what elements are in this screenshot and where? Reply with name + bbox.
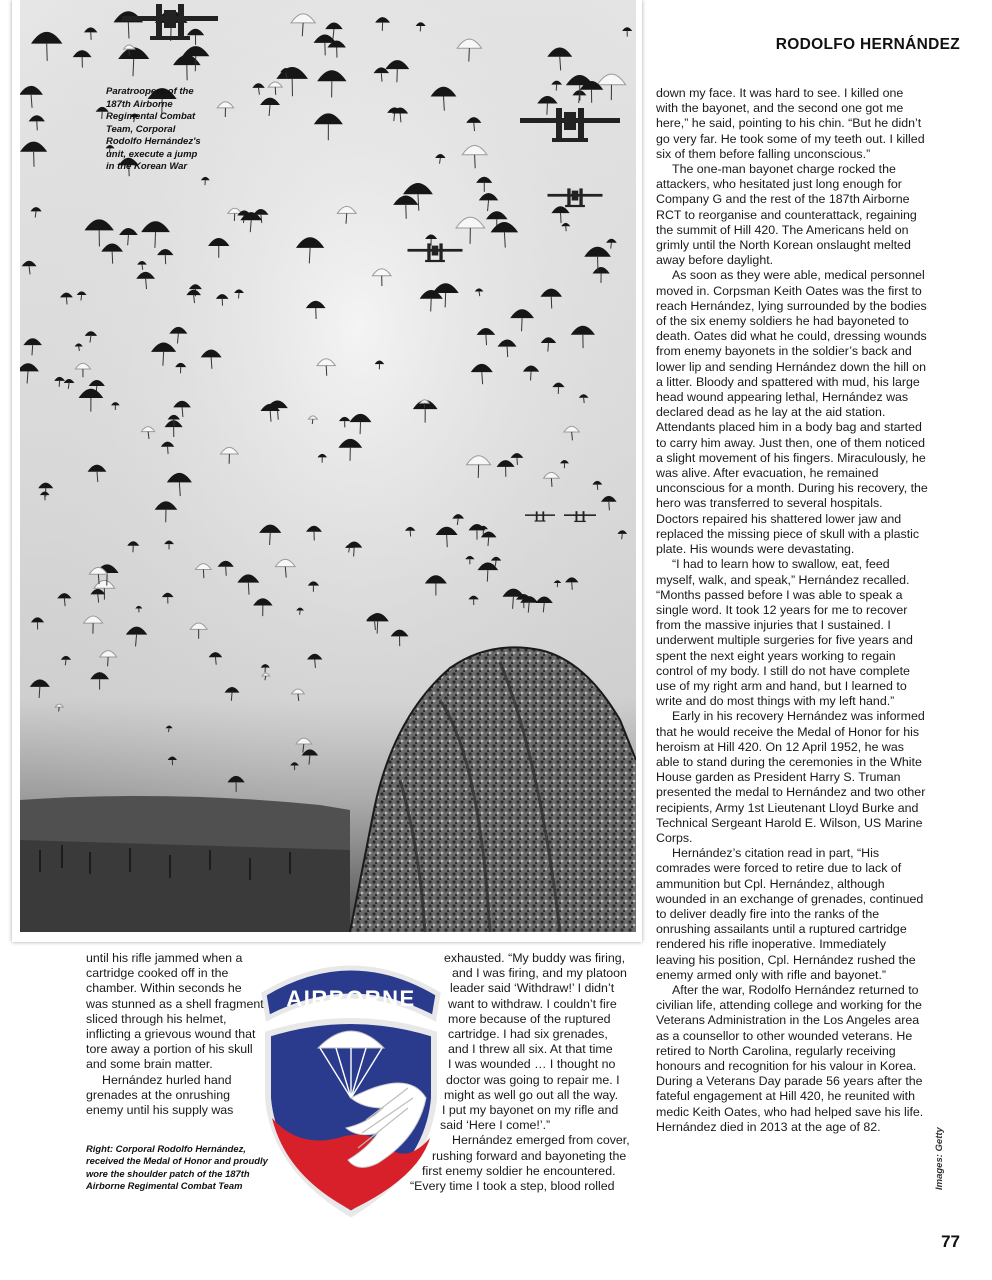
article-column-right — [656, 86, 928, 1135]
paratrooper-figure — [487, 570, 488, 581]
paratrooper-figure — [155, 232, 156, 248]
text-line: rushing forward and bayoneting the — [432, 1148, 627, 1163]
paratrooper-figure — [312, 419, 313, 424]
text-line: might as well go out all the way. — [444, 1087, 619, 1102]
paratrooper-figure — [486, 335, 487, 345]
photo-caption: Paratroopers of the 187th Airborne Regimental Combat Team, Corporal Rodolfo Hernández's unit, execute a jump in the Korean War — [106, 86, 201, 172]
running-head: RODOLFO HERNÁNDEZ — [775, 36, 960, 53]
paragraph: As soon as they were able, medical personnel moved in. Corpsman Keith Oates was the first to reach Hernández, lying surrounded by the bodies of the six enemy soldiers he had bayoneted to death. Oates did what he could, dressing wounds from enemy bayonets in the soldier’s back and lower lip and sending Hernández down the hill on a litter. Bloody and spattered with mud, his large head wound appearing lethal, Hernández was declared dead as he lay at the aid station. Attendants placed him in a body bag and started to carry him away. Just then, one of them noticed a slight movement of his fingers. Miraculously, he was alive. After evacuation, he remained unconscious for a month. During his recovery, the hero was transferred to several hospitals. Doctors repaired his shattered lower jaw and replaced the missing piece of skull with a plastic plate. His wounds were devastating. — [656, 268, 928, 557]
text-line: leader said ‘Withdraw!’ I didn’t — [450, 981, 615, 996]
paratrooper-figure — [238, 293, 239, 298]
paratrooper-figure — [195, 56, 196, 71]
paragraph: Hernández’s citation read in part, “His comrades were forced to retire due to lack of ammunition but Cpl. Hernández, although wounded in an exchange of grenades, continued to deliver deadly fire into the ranks of the onrushing assailants until a ruptured cartridge rendered his rifle inoperative. Immediately leaving his position, Cpl. Hernández rushed the enemy armed only with rifle and bayonet.” — [656, 846, 924, 982]
text-line: said ‘Here I come!’.” — [440, 1118, 551, 1133]
paratrooper-figure — [551, 297, 552, 309]
text-line: Hernández emerged from cover, — [452, 1133, 630, 1148]
paratrooper-photo — [20, 0, 636, 932]
paratrooper-figure — [622, 534, 623, 539]
patch-caption — [86, 1143, 282, 1192]
paratrooper-figure — [168, 728, 169, 732]
paratrooper-figure — [349, 548, 350, 553]
text-line: “Every time I took a step, blood rolled — [410, 1179, 615, 1194]
text-line: doctor was going to repair me. I — [446, 1072, 620, 1087]
image-credit: Images: Getty — [934, 1127, 945, 1190]
paratrooper-figure — [547, 104, 548, 115]
paratrooper-figure — [447, 535, 448, 547]
paragraph: Early in his recovery Hernández was informed that he would receive the Medal of Honor for his heroism at Hill 420. On 12 April 1952, he was able to stand during the ceremonies in the White House garden as President Harry S. Truman presented the medal to Hernández and two other recipients, Army 1st Lieutenant Lloyd Burke and Technical Sergeant Harold E. Wilson, US Marine Corps. — [656, 709, 926, 845]
text-line: more because of the ruptured — [448, 1011, 611, 1026]
paratrooper-figure — [507, 347, 508, 357]
paratrooper-figure — [474, 123, 475, 131]
paratrooper-figure — [517, 458, 518, 465]
paratrooper-figure — [548, 343, 549, 351]
article-column-middle — [410, 951, 630, 1194]
paratrooper-figure — [128, 22, 129, 38]
text-line: exhausted. “My buddy was firing, — [444, 951, 626, 965]
text-line: and I was firing, and my platoon — [452, 966, 627, 981]
paragraph: Hernández hurled hand grenades at the onrushing enemy until his supply was — [86, 1072, 234, 1118]
paratrooper-figure — [81, 295, 82, 300]
article-column-left — [86, 951, 264, 1118]
text-line: I was wounded … I thought no — [448, 1057, 616, 1072]
paratrooper-figure — [47, 44, 48, 61]
paratrooper-figure — [469, 48, 470, 61]
paratrooper-figure — [168, 447, 169, 454]
paratrooper-figure — [65, 660, 66, 666]
paratrooper-figure — [231, 693, 232, 701]
text-line: first enemy soldier he encountered. — [422, 1163, 616, 1178]
paratrooper-figure — [66, 297, 67, 304]
paragraph: After the war, Rodolfo Hernández returned to civilian life, attending college and working for the Veterans Administration in the Los Angeles area as a counsellor to other wounded veterans. He retired to North Carolina, regularly receiving honours and recognition for his valour in Korea. During a Veterans Day parade 56 years after the fateful engagement at Hill 420, he reunited with medic Keith Oates, who had helped save his life. Hernández died in 2013 at the age of 82. — [656, 982, 924, 1134]
paratrooper-figure — [270, 533, 271, 545]
patch-caption-text: Corporal Rodolfo Hernández, received the Medal of Honor and proudly wore the shoulder patch of the 187th Airborne Regimental Combat Team — [86, 1143, 268, 1191]
paratrooper-figure — [475, 155, 476, 169]
patch-caption-lead: Right: — [86, 1143, 114, 1154]
paratrooper-figure — [561, 213, 562, 223]
paratrooper-figure — [91, 32, 92, 39]
paragraph: The one-man bayonet charge rocked the attackers, who hesitated just long enough for Company G and the rest of the 187th Airborne RCT to reorganise and counterattack, regaining the summit of Hill 420. The Americans held on grimly until the North Korean onslaught melted away before daylight. — [656, 162, 917, 268]
paratrooper-figure — [522, 318, 523, 331]
page-number: 77 — [941, 1232, 960, 1251]
paratrooper-figure — [37, 121, 38, 130]
paratrooper-figure — [354, 548, 355, 557]
paragraph: down my face. It was hard to see. I killed one with the bayonet, and the second one got me here,” he said, pointing to his chin. “But he didn’t go very far. He took some of my teeth out. I killed six of them before falling unconscious.” — [656, 86, 925, 161]
patch-tab-text: AIRBORNE — [286, 986, 416, 1011]
paratrooper-figure — [609, 502, 610, 511]
paratrooper-figure — [377, 621, 378, 633]
paratrooper-figure — [32, 345, 33, 355]
paratrooper-figure — [551, 478, 552, 487]
paratrooper-figure — [315, 659, 316, 667]
text-line: and I threw all six. At that time — [448, 1042, 613, 1057]
paratrooper-figure — [226, 567, 227, 576]
paragraph: until his rifle jammed when a cartridge cooked off in the chamber. Within seconds he was stunned as a shell fragment sliced through his helmet, inflicting a grievous wound that tore away a portion of his skull and some brain matter. — [86, 951, 264, 1072]
paratrooper-figure — [142, 265, 143, 270]
paratrooper-figure — [112, 252, 113, 264]
paratrooper-figure — [108, 657, 109, 666]
paratrooper-figure — [584, 398, 585, 403]
text-line: I put my bayonet on my rifle and — [442, 1103, 619, 1118]
text-line: cartridge. I had six grenades, — [448, 1027, 608, 1042]
paratrooper-figure — [59, 707, 60, 711]
paratrooper-figure — [531, 372, 532, 381]
paratrooper-figure — [381, 73, 382, 82]
paratrooper-figure — [248, 583, 249, 595]
paratrooper-figure — [203, 569, 204, 578]
paratrooper-figure — [326, 366, 327, 376]
text-line: want to withdraw. I couldn’t fire — [448, 996, 617, 1011]
paragraph: “I had to learn how to swallow, eat, feed myself, walk, and speak,” Hernández recalled. “Months passed before I was able to speak a single word. It took 12 years for me to recover from the massive injuries that I sustained. I underwent multiple surgeries for five years and spent the next eight years working to regain control of my body. I still do not have complete use of my right arm and hand, but I learned to write and do most things with my left hand.” — [656, 557, 913, 709]
paratrooper-figure — [39, 687, 40, 698]
paratrooper-figure — [79, 346, 80, 350]
